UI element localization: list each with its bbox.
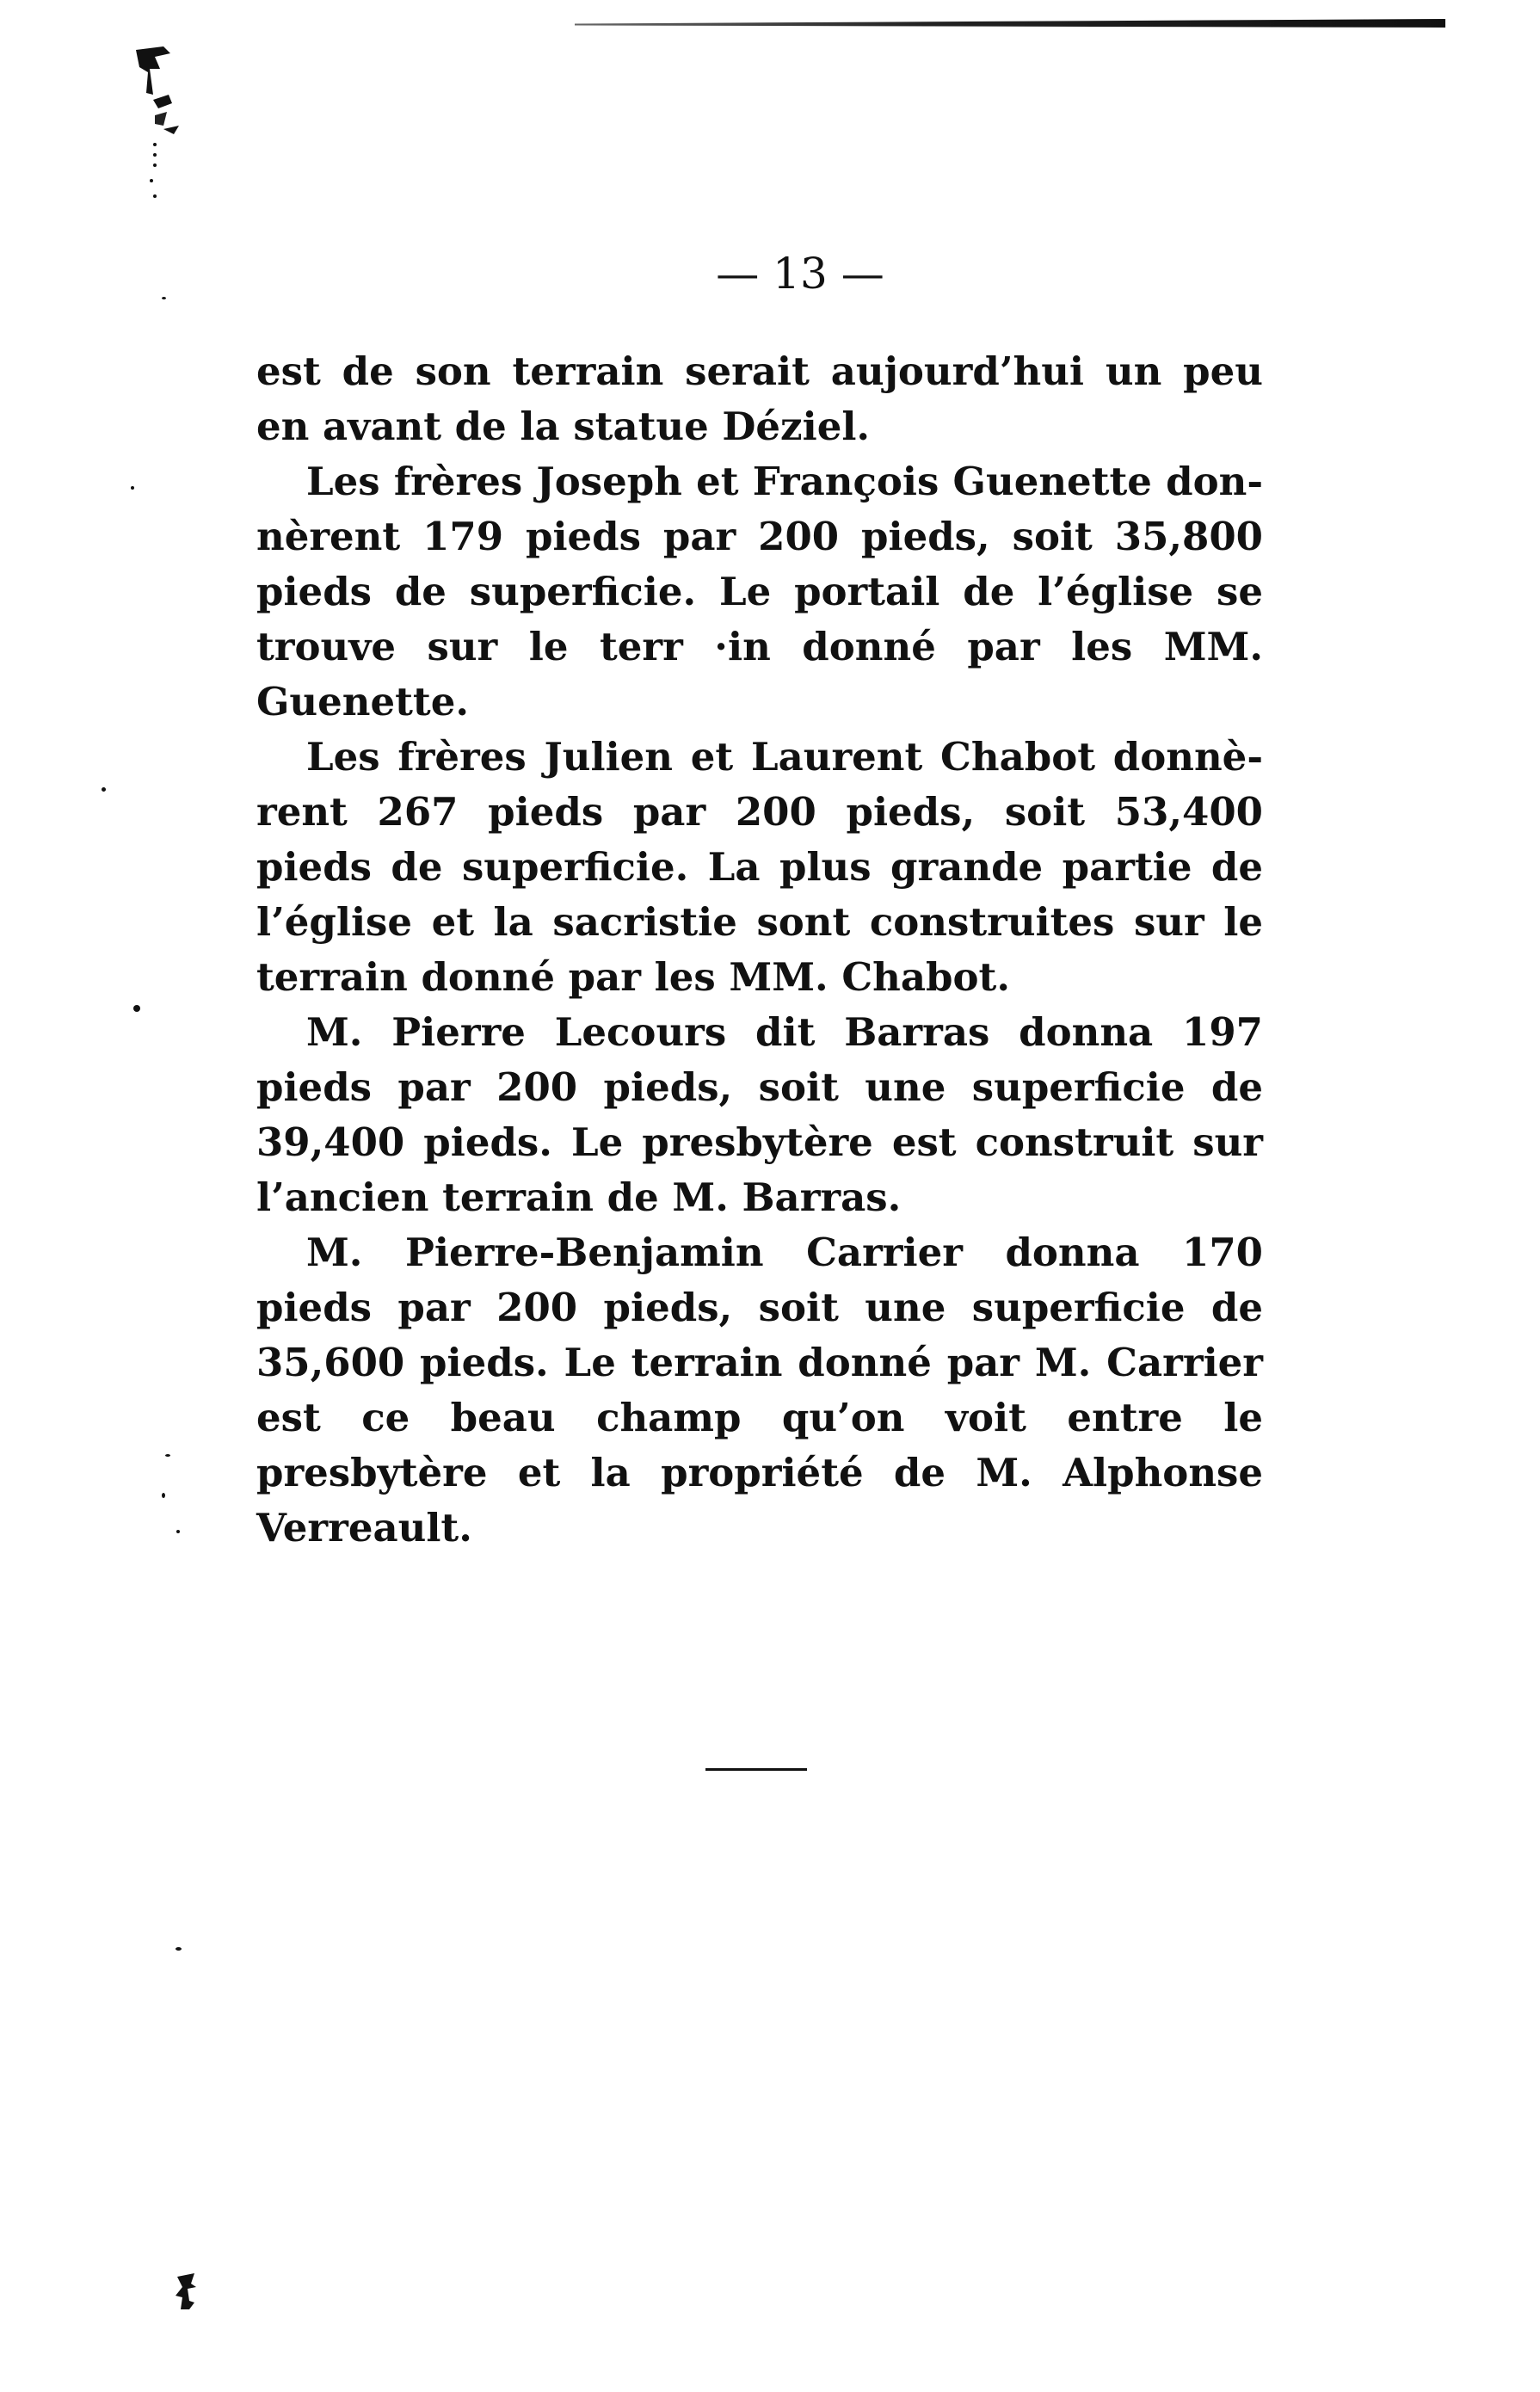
page-number: — 13 —: [716, 249, 884, 299]
paragraph-barras: M. Pierre Lecours dit Barras donna 197 pieds par 200 pieds, soit une superficie de 39,400 pieds. Le presbytère est construit sur l’ancien terrain de M. Barras.: [256, 1009, 1263, 1220]
paragraph-carrier: M. Pierre-Benjamin Carrier donna 170 pieds par 200 pieds, soit une superficie de 35,600 pieds. Le terrain donné par M. Carrier est ce beau champ qu’on voit entre le presbytère et la propriété de M. Alphonse Verreault.: [256, 1230, 1263, 1550]
paragraph-chabot: Les frères Julien et Laurent Chabot donnèrent 267 pieds par 200 pieds, soit 53,400 pieds de superficie. La plus grande partie de l’église et la sacristie sont construites sur le terrain donné par les MM. Chabot.: [256, 734, 1263, 1000]
scan-mark-bottom-left: [169, 2272, 203, 2313]
scan-speck: [102, 787, 106, 792]
end-rule: [705, 1768, 807, 1771]
scan-speck: [176, 1947, 182, 1951]
paragraph-guenette: Les frères Joseph et François Guenette donnèrent 179 pieds par 200 pieds, soit 35,800 pieds de superficie. Le portail de l’église se trouve sur le terr ·in donné par les MM. Guenette.: [256, 459, 1263, 724]
body-text: [256, 344, 1263, 1556]
top-scan-rule: [575, 19, 1445, 28]
scan-speck: [162, 1493, 165, 1498]
paragraph-continuation: est de son terrain serait aujourd’hui un peu en avant de la statue Déziel.: [256, 348, 1263, 449]
scan-speck: [133, 1005, 140, 1012]
scan-speck: [165, 1454, 170, 1457]
scan-speck: [176, 1530, 180, 1533]
scan-speck: [131, 486, 134, 490]
scan-mark-top-left: [129, 43, 189, 207]
